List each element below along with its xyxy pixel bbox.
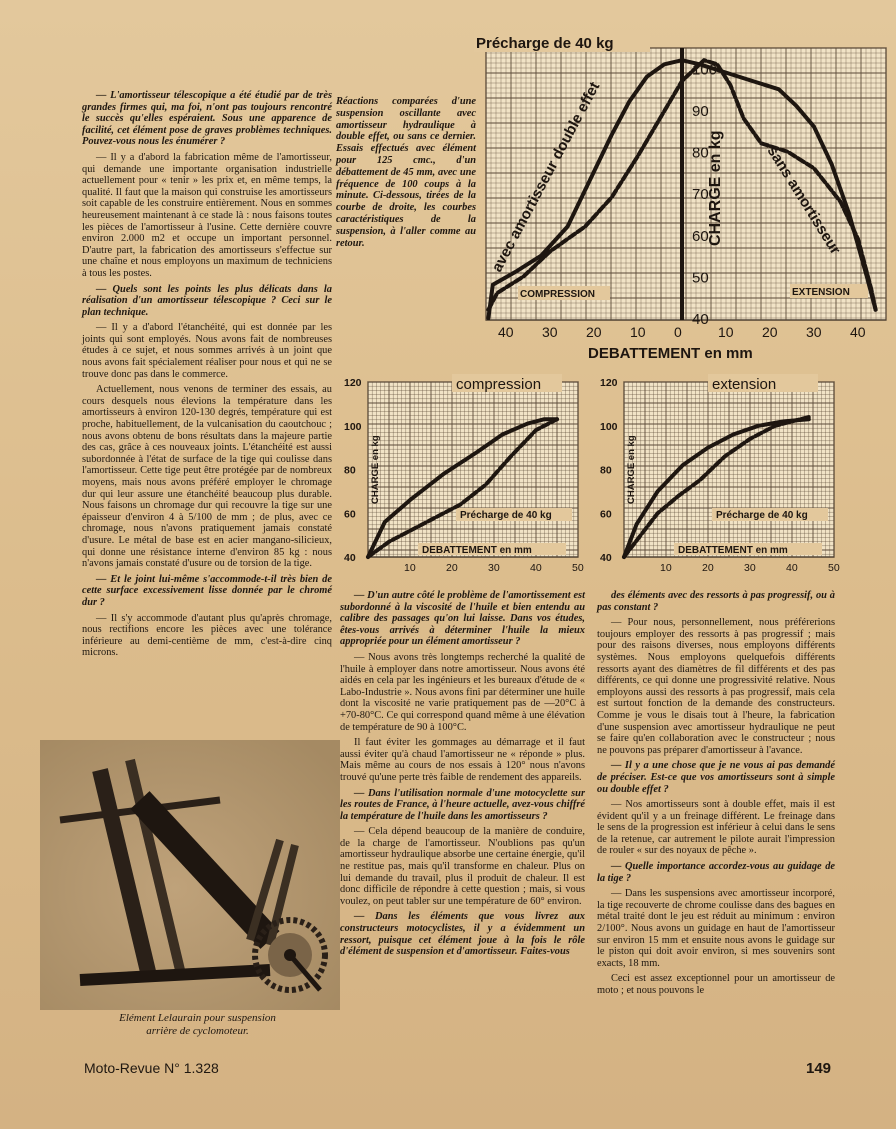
paragraph: — D'un autre côté le problème de l'amortissement est subordonné à la viscosité de l'huile et bien entendu au calibre des passages qu'on lui laisse. Dans vos études, êtes-vous arrivés à déterminer l'huile la mieux appropriée pour un élément amortisseur ?: [340, 590, 585, 648]
paragraph: — Pour nous, personnellement, nous préférerions toujours employer des ressorts à pas progressif ; mais pour des raisons diverses, nous employons différents systèmes. Nous employons quelquefois différents ressorts ayant des diamètres de fil différents et des pas différents, ce qui donne une progressivité relative. Nous employons aussi des ressorts à pas progressif, mais cela est surtout fonction de la demande des constructeurs. Comme je vous le disais tout à l'heure, la fabrication d'une suspension avec amortisseur hydraulique ne peut se faire qu'en collaboration avec le constructeur ; nous ne pouvons pas préparer d'amortisseur à l'avance.: [597, 617, 835, 756]
annotation-precharge: Précharge de 40 kg: [716, 510, 808, 521]
x-tick-label: 20: [762, 324, 778, 340]
x-tick-label: 10: [630, 324, 646, 340]
y-tick-label: 40: [600, 552, 612, 564]
paragraph: — Cela dépend beaucoup de la manière de conduire, de la charge de l'amortisseur. N'oublions pas qu'un amortisseur hydraulique absorbe une certaine énergie, qu'il ne restitue pas, mais qu'il transforme en chaleur. Plus on lui demande du travail, plus il produit de chaleur. Il est donc difficile de répondre à cette question ; mais, si vous voulez, on peut tabler sur une température de 60° environ.: [340, 826, 585, 907]
center-axis: [680, 48, 684, 320]
x-tick-label: 30: [542, 324, 558, 340]
x-tick-label: 0: [674, 324, 682, 340]
footer-magazine-issue: Moto-Revue N° 1.328: [84, 1060, 219, 1076]
x-tick-label: 30: [806, 324, 822, 340]
x-tick-label: 20: [702, 562, 714, 574]
y-axis-label: CHARGE en kg: [707, 130, 724, 246]
x-tick-label: 50: [572, 562, 584, 574]
paragraph: — Dans les suspensions avec amortisseur incorporé, la tige recouverte de chrome coulisse dans des bagues en métal traité dont le jeu est réduit au minimum : environ 2/100°. Nous avons un guidage en haut de l'amortisseur sur environ 15 mm et ensuite nous avons le guidage sur le piston qui doit avoir environ, si mes souvenirs sont exacts, 18 mm.: [597, 888, 835, 969]
y-tick-label: 80: [344, 464, 356, 477]
paragraph: — Dans les éléments que vous livrez aux constructeurs motocyclistes, il y a évidemment un ressort, puisque cet élément joue à la fois le rôle d'élément de suspension et d'amortisseur. Faites-vous: [340, 911, 585, 958]
x-tick-label: 10: [404, 562, 416, 574]
figure-caption-top: Réactions comparées d'une suspension oscillante avec amortisseur hydraulique à double effet, ou sans ce dernier. Essais effectués avec élément pour 125 cmc., d'un débattement de 45 mm, avec une fréquence de 100 coups à la minute. Ci-dessous, tirées de la courbe de droite, les courbes caractéristiques de la suspension, à l'aller comme au retour.: [336, 96, 476, 249]
y-tick-label: 40: [344, 552, 356, 564]
footer-page-number: 149: [806, 1060, 832, 1077]
x-tick-label: 40: [786, 562, 798, 574]
x-axis-label: DEBATTEMENT en mm: [422, 545, 532, 556]
x-tick-label: 30: [488, 562, 500, 574]
y-tick-label: 80: [600, 464, 612, 477]
article-column-2: [340, 590, 585, 962]
x-tick-label: 30: [744, 562, 756, 574]
paragraph: Actuellement, nous venons de terminer des essais, au cours desquels nous élevions la température dans les amortisseurs à environ 120-130 degrés, température qui est proche, habituellement, de la vulcanisation du caoutchouc ; nous avons obtenu de bons résultats dans la majeure partie des cas, grâce à ces nouveaux joints. L'étanchéité est aussi subordonnée à l'état de surface de la tige qui coulisse dans l'amortisseur. Cette tige peut être protégée par de nombreux moyens, mais nous avons préféré employer le chromage dur qui leur assure une étanchéité beaucoup plus durable. Nous faisons un chromage dur qui recouvre la tige sur une épaisseur d'environ 4 à 5/100 de mm ; de plus, avec ce chromage, nous n'avons pratiquement jamais constaté d'usure. Le métal de base est en acier mangano-silicieux, qui donne une résistance interne d'environ 85 kg : nous n'avons jamais constaté d'usure ou de torsion de la tige.: [82, 384, 332, 570]
paragraph: Ceci est assez exceptionnel pour un amortisseur de moto ; et nous pouvons le: [597, 973, 835, 996]
y-tick-label: 100: [692, 61, 718, 79]
y-tick-label: 80: [692, 144, 709, 162]
y-tick-label: 60: [692, 227, 709, 245]
paragraph: — Et le joint lui-même s'accommode-t-il très bien de cette surface excessivement lisse donnée par le chromé dur ?: [82, 573, 332, 608]
x-tick-label: 40: [850, 324, 866, 340]
chart-title: compression: [456, 376, 542, 393]
chart-compression: [340, 374, 592, 584]
y-tick-label: 70: [692, 186, 709, 204]
zone-label-compression: COMPRESSION: [520, 289, 596, 300]
suspension-frame-photo: [40, 740, 340, 1010]
paragraph: — Quelle importance accordez-vous au guidage de la tige ?: [597, 861, 835, 884]
y-tick-label: 100: [344, 420, 362, 433]
y-axis-label: CHARGE en kg: [626, 435, 637, 504]
x-axis-label: DEBATTEMENT en mm: [588, 345, 753, 362]
y-tick-label: 120: [600, 377, 618, 389]
paragraph: — Il y a d'abord la fabrication même de l'amortisseur, qui demande une importante organisation industrielle actuellement pour « tenir » les prix et, en même temps, la qualité. Il faut que la maison qui construise les amortisseurs soit capable de les construire entièrement. Nous en sommes heureusement maintenant à ce stade là : nous faisons toutes les pièces de l'amortisseur à l'usine. Cette dernière couvre environ 2.000 m2 et occupe un important personnel. D'autre part, la fabrication des amortisseurs s'effectue sur une chaîne et nous employons un maximum de techniciens à tous les postes.: [82, 151, 332, 279]
y-tick-label: 90: [692, 103, 709, 121]
paragraph: — Dans l'utilisation normale d'une motocyclette sur les routes de France, à l'heure actuelle, avez-vous chiffré la température de l'huile dans les amortisseurs ?: [340, 787, 585, 822]
y-tick-label: 60: [600, 508, 612, 521]
paragraph: des éléments avec des ressorts à pas progressif, ou à pas constant ?: [597, 590, 835, 613]
y-tick-label: 40: [692, 311, 709, 328]
chart-extension: [596, 374, 848, 584]
chart-title: extension: [712, 376, 777, 393]
x-axis-label: DEBATTEMENT en mm: [678, 545, 788, 556]
x-tick-label: 10: [660, 562, 672, 574]
y-tick-label: 120: [344, 377, 362, 389]
x-tick-label: 50: [828, 562, 840, 574]
zone-label-extension: EXTENSION: [792, 287, 850, 298]
y-axis-label: CHARGE en kg: [370, 435, 381, 504]
paragraph: — Quels sont les points les plus délicats dans la réalisation d'un amortisseur télescopique ? Ceci sur le plan technique.: [82, 283, 332, 318]
paragraph: — Nous avons très longtemps recherché la qualité de l'huile à employer dans notre amortisseur. Nous avons été aidés en cela par les ingénieurs et les bureaux d'étude de « Labo-Industrie ». Nous avons fini par déterminer une huile dont la viscosité ne varie pratiquement pas de —20°C à +70-80°C. Ce qui correspond quand même à une élévation de température de 90 à 100°C.: [340, 651, 585, 733]
x-tick-label: 40: [530, 562, 542, 574]
x-tick-label: 20: [586, 324, 602, 340]
paragraph: — Nos amortisseurs sont à double effet, mais il est évident qu'il y a un freinage différent. Le freinage dans le sens de la progression est inférieur à celui dans le sens de la retenue, car autrement le pilote aurait l'impression de rouler « sur des noyaux de pêche ».: [597, 799, 835, 857]
paragraph: — L'amortisseur télescopique a été étudié par de très grandes firmes qui, ma foi, n'ont pas toujours rencontré le succès qu'elles espéraient. Sous une apparence de facilité, cet élément pose de graves problèmes techniques. Pouvez-vous nous les énumérer ?: [82, 90, 332, 148]
series-label-sans-amortisseur: sans amortisseur: [763, 143, 844, 258]
chart-title: Précharge de 40 kg: [476, 35, 614, 52]
chart-main: [470, 28, 890, 368]
x-tick-label: 20: [446, 562, 458, 574]
paragraph: — Il y a une chose que je ne vous ai pas demandé de préciser. Est-ce que vos amortisseurs sont à simple ou double effet ?: [597, 760, 835, 795]
article-column-1: [82, 90, 332, 663]
paragraph: — Il s'y accommode d'autant plus qu'après chromage, nous rectifions encore les pièces avec une tolérance inférieure au demi-centième de mm, c'est-à-dire cinq microns.: [82, 612, 332, 659]
paragraph: — Il y a d'abord l'étanchéité, qui est donnée par les joints qui sont employés. Nous avons fait de nombreuses études à ce sujet, et nous sommes arrivés à un joint que nous avons fait spécialement réaliser pour nous et qui ne se trouve donc pas dans le commerce.: [82, 322, 332, 380]
annotation-precharge: Précharge de 40 kg: [460, 510, 552, 521]
y-tick-label: 100: [600, 420, 618, 433]
y-tick-label: 60: [344, 508, 356, 521]
paragraph: Il faut éviter les gommages au démarrage et il faut aussi éviter qu'à chaud l'amortisseur ne « réponde » plus. Mais même au cours de nos essais à 120° nous n'avons trouvé qu'une perte très faible de rendement des appareils.: [340, 737, 585, 783]
figure-caption-bottom: Elément Lelaurain pour suspension arrière de cyclomoteur.: [119, 1012, 276, 1037]
x-tick-label: 10: [718, 324, 734, 340]
y-tick-label: 50: [692, 269, 709, 287]
article-column-3: [597, 590, 835, 1001]
x-tick-label: 40: [498, 324, 514, 340]
series-label-double-effet: avec amortisseur double effet: [488, 79, 604, 275]
